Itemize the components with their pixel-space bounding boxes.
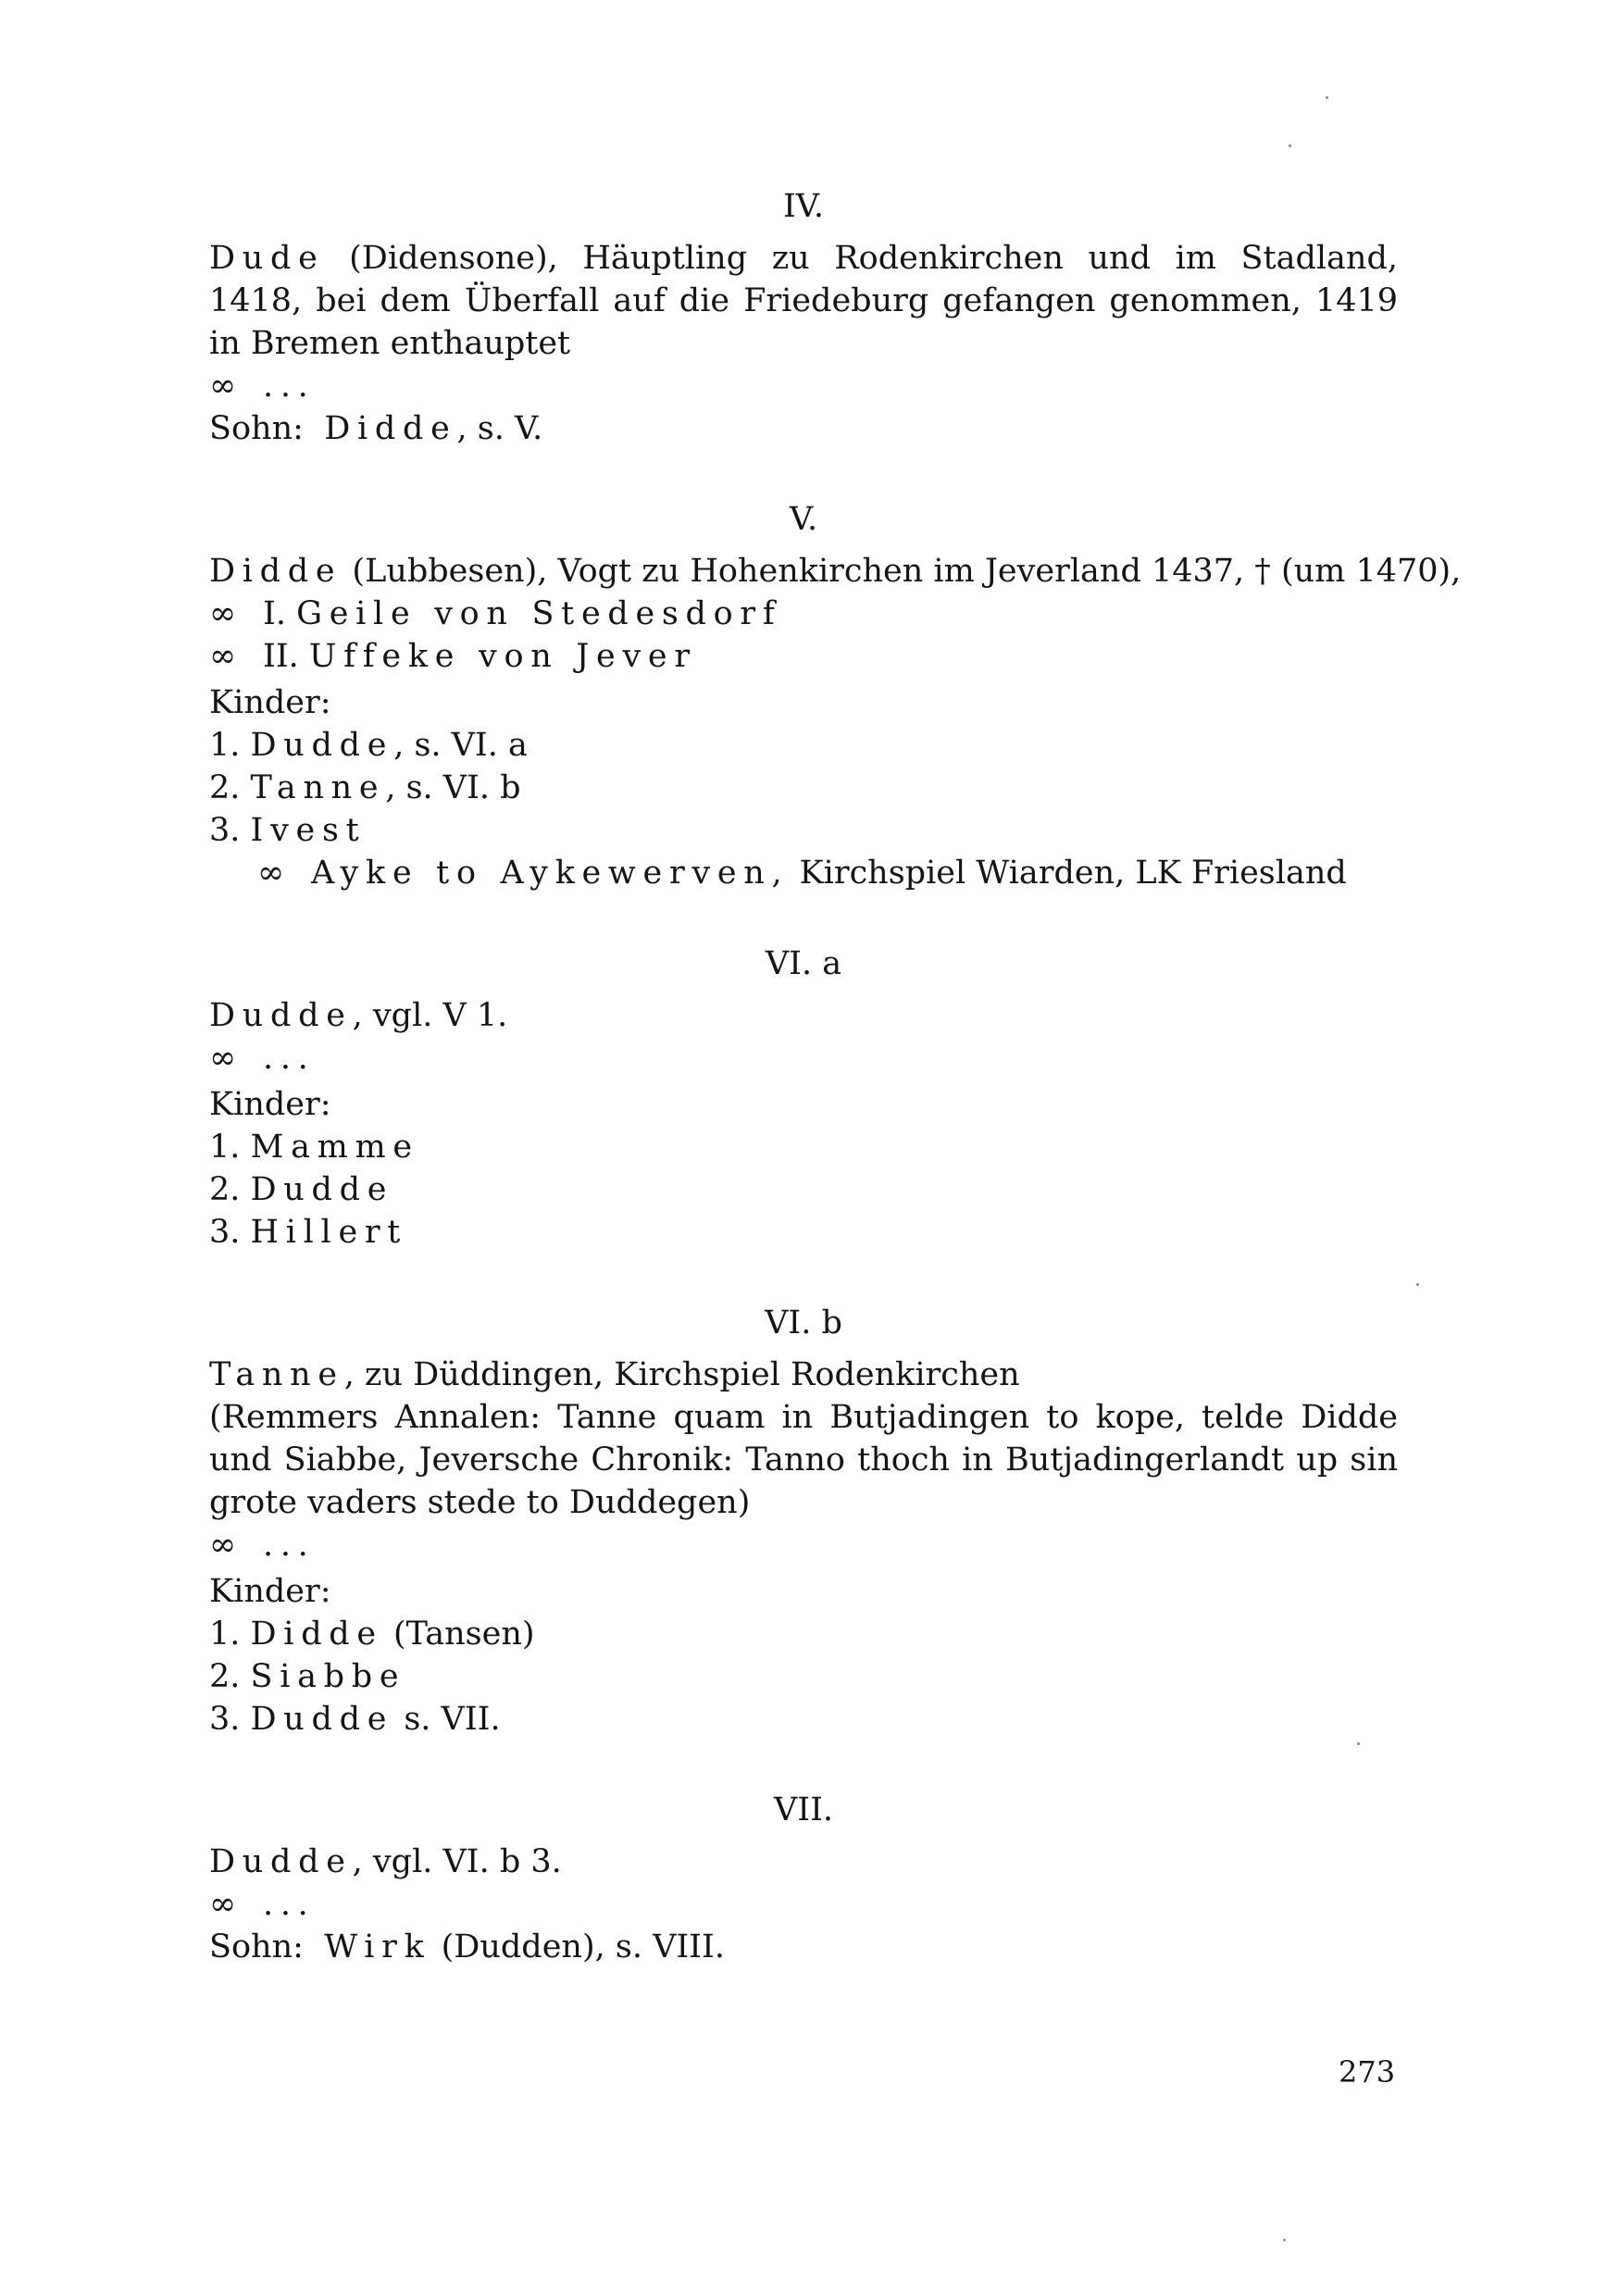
marriage-symbol: ∞	[209, 638, 231, 675]
marriage-line	[209, 852, 1398, 894]
spouse-name: Ayke to Aykewerven,	[311, 855, 790, 892]
marriage-line	[209, 635, 1398, 678]
child-item	[209, 1168, 1398, 1211]
section-heading: VI. a	[765, 945, 842, 982]
marriage-line	[209, 1524, 1398, 1566]
person-name: Dudde	[209, 1843, 353, 1880]
child-name: Siabbe	[250, 1658, 406, 1695]
person-name: Dude	[209, 240, 325, 277]
scan-speck	[1326, 96, 1328, 99]
scan-speck	[1416, 1283, 1419, 1286]
child-ref: , s. VI. a	[393, 727, 528, 764]
entry-text	[209, 550, 1462, 593]
child-number: 1.	[209, 727, 241, 764]
entry-description: , zu Düddingen, Kirchspiel Rodenkirchen	[343, 1356, 1020, 1393]
child-ref: s. VII.	[404, 1701, 501, 1738]
marriage-symbol: ∞	[209, 1040, 231, 1077]
child-name: Mamme	[250, 1129, 419, 1166]
son-label: Sohn:	[209, 410, 304, 447]
marriage-number: II.	[263, 638, 299, 675]
child-item	[209, 1655, 1398, 1698]
child-ref: (Tansen)	[392, 1616, 535, 1653]
scan-speck	[1289, 144, 1291, 147]
son-ref: , s. V.	[456, 410, 543, 447]
child-number: 3.	[209, 812, 241, 849]
marriage-unknown: ...	[263, 368, 316, 405]
child-item	[209, 1211, 1398, 1254]
section-vi-a	[209, 942, 1398, 1254]
child-item	[209, 1126, 1398, 1168]
marriage-symbol: ∞	[209, 1527, 231, 1564]
child-name: Didde	[250, 1616, 383, 1653]
scan-speck	[1283, 2239, 1286, 2241]
section-heading: IV.	[782, 188, 825, 225]
spouse-name: Geile von Stedesdorf	[296, 595, 782, 632]
marriage-line	[209, 365, 1398, 407]
marriage-line	[209, 1037, 1398, 1079]
section-heading: VII.	[773, 1791, 834, 1828]
person-name: Didde	[209, 553, 343, 590]
section-iv	[209, 185, 1398, 450]
marriage-unknown: ...	[263, 1886, 316, 1923]
section-vi-b	[209, 1302, 1398, 1741]
child-number: 2.	[209, 1658, 241, 1695]
section-heading: VI. b	[765, 1304, 842, 1341]
son-name: Didde	[324, 410, 457, 447]
document-page	[209, 185, 1462, 2016]
marriage-symbol: ∞	[209, 595, 231, 632]
marriage-line	[209, 1883, 1398, 1926]
child-item	[209, 767, 1398, 809]
section-heading: V.	[789, 501, 818, 538]
child-item	[209, 724, 1398, 767]
entry-text	[209, 1841, 1398, 1883]
entry-ref: , vgl. VI. b 3.	[352, 1843, 562, 1880]
marriage-symbol: ∞	[209, 368, 231, 405]
entry-ref: , vgl. V 1.	[352, 997, 508, 1034]
entry-text	[209, 237, 1398, 365]
child-name: Tanne	[250, 769, 386, 806]
marriage-symbol: ∞	[209, 1886, 231, 1923]
child-item	[209, 1698, 1398, 1741]
section-v	[209, 498, 1462, 894]
marriage-unknown: ...	[263, 1527, 316, 1564]
page-number: 273	[1339, 2054, 1396, 2090]
child-name: Dudde	[250, 1171, 394, 1208]
child-ref: , s. VI. b	[385, 769, 521, 806]
child-number: 3.	[209, 1214, 241, 1251]
entry-note: (Remmers Annalen: Tanne quam in Butjadingen to kope, telde Didde und Siabbe, Jeversche Chronik: Tanno thoch in Butjadingerlandt up sin grote vaders stede to Duddegen)	[209, 1399, 1398, 1521]
person-name: Tanne	[209, 1356, 344, 1393]
child-number: 3.	[209, 1701, 241, 1738]
entry-description: (Didensone), Häuptling zu Rodenkirchen und im Stadland, 1418, bei dem Überfall auf die Friedeburg gefangen genommen, 1419 in Bremen enthauptet	[209, 240, 1398, 362]
scan-speck	[1357, 1742, 1360, 1745]
child-item	[209, 809, 1398, 852]
spouse-place: Kirchspiel Wiarden, LK Friesland	[799, 855, 1347, 892]
person-name: Dudde	[209, 997, 353, 1034]
children-label: Kinder:	[209, 684, 331, 721]
marriage-symbol: ∞	[257, 855, 280, 892]
son-line	[209, 1926, 1398, 1968]
marriage-line	[209, 593, 1398, 635]
section-vii	[209, 1789, 1398, 1968]
son-ref: (Dudden), s. VIII.	[441, 1928, 725, 1965]
children-label: Kinder:	[209, 1573, 331, 1610]
marriage-unknown: ...	[263, 1040, 316, 1077]
son-name: Wirk	[324, 1928, 431, 1965]
entry-text	[209, 1354, 1398, 1396]
child-name: Hillert	[250, 1214, 408, 1251]
child-name: Ivest	[250, 812, 367, 849]
children-label: Kinder:	[209, 1086, 331, 1123]
son-label: Sohn:	[209, 1928, 304, 1965]
child-number: 2.	[209, 769, 241, 806]
child-number: 1.	[209, 1129, 241, 1166]
child-number: 1.	[209, 1616, 241, 1653]
spouse-name: Uffeke von Jever	[308, 638, 697, 675]
child-number: 2.	[209, 1171, 241, 1208]
child-item	[209, 1613, 1398, 1655]
marriage-number: I.	[263, 595, 286, 632]
son-line	[209, 407, 1398, 450]
entry-text	[209, 994, 1398, 1037]
entry-description: (Lubbesen), Vogt zu Hohenkirchen im Jeverland 1437, † (um 1470),	[352, 553, 1462, 590]
child-name: Dudde	[250, 727, 394, 764]
child-name: Dudde	[250, 1701, 394, 1738]
